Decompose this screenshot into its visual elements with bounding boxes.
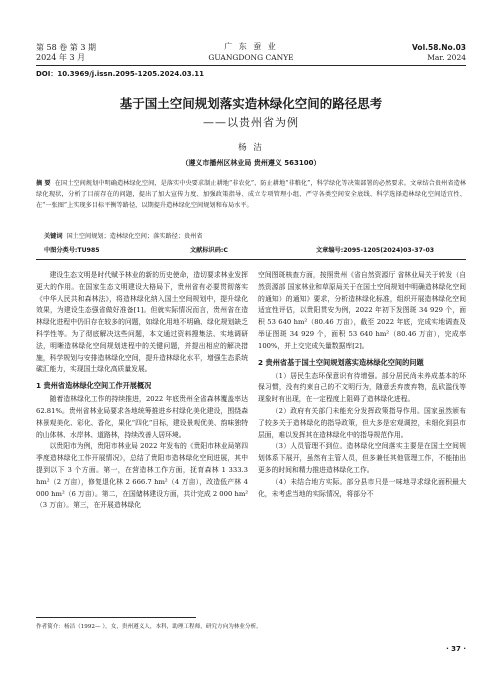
- document-code: 文献标识码:C: [190, 247, 228, 254]
- section-1-paragraph-2: 以贵阳市为例，贵阳市林业局 2022 年发布的《贵阳市林业局第四季度造林绿化工作开展情况》，总结了贵阳市造林绿化空间进展，其中提到以下 3 个方面。第一，在营造林工作方面，抚育森林 1 333.3 hm²（2 万亩），修复退化林 2 666.7 hm²（4 万亩），改造低产林 4 000 hm²（6 万亩）。第二，在国储林建设方面，共计完成 2 000 hm²（3 万亩）。第三，在开展造林绿化: [36, 442, 248, 510]
- article-number: 文章编号:2095-1205(2024)03-37-03: [316, 247, 435, 254]
- abstract-label: 摘 要: [36, 180, 51, 187]
- right-column: [258, 270, 466, 500]
- keywords-label: 关键词: [44, 233, 63, 240]
- header-rule: [36, 65, 466, 66]
- problem-4: （4）未结合地方实际。部分县市只是一味地寻求绿化面积最大化，未考虑当地的实际情况，将部分不: [258, 477, 466, 498]
- footnote-rule: [36, 617, 196, 618]
- article-subtitle: ——以贵州省为例: [203, 116, 299, 129]
- affiliation: （遵义市播州区林业局 贵州遵义 563100）: [181, 159, 321, 167]
- keywords-text: 国土空间规划；造林绿化空间；落实路径；贵州省: [66, 233, 203, 240]
- left-column: [36, 270, 248, 512]
- header-date-en: Mar. 2024: [427, 53, 466, 62]
- section-1-paragraph-1: 随着造林绿化工作的持续推进，2022 年底贵州全省森林覆盖率达 62.81%。贵州省林业局要求各地统筹推进乡村绿化美化建设，围绕森林景观美化、彩化、香化，果化“四化”目标，建设景观优美、韵味独特的山体林、水岸林、道路林，持续改善人居环境。: [36, 395, 248, 439]
- problem-1: （1）居民生态环保意识有待增强。部分居民尚未养成基本的环保习惯，没有约束自己的不文明行为，随意丢弃废弃物，乱砍滥伐等现象时有出现，在一定程度上阻碍了造林绿化进程。: [258, 371, 466, 404]
- header-journal-en: GUANGDONG CANYE: [208, 53, 294, 62]
- doi: DOI：10.3969/j.issn.2095-1205.2024.03.11: [36, 70, 205, 78]
- section-1-heading: 1 贵州省造林绿化空间工作开展概况: [36, 381, 152, 391]
- problem-2: （2）政府有关部门未能充分发挥政策指导作用。国家虽然颁布了较多关于造林绿化的指导政策，但大多是宏观调控，未细化到县市层面，难以发挥其在造林绿化中的指导规范作用。: [258, 406, 466, 439]
- problem-3: （3）人员管理不到位。造林绿化空间落实主要是在国土空间规划体系下展开，虽然有主管人员，但多兼任其他管理工作，不能抽出更多的时间和精力推进造林绿化工作。: [258, 442, 466, 474]
- article-title: 基于国土空间规划落实造林绿化空间的路径思考: [119, 96, 383, 111]
- abstract-text: 在国土空间规划中明确造林绿化空间，是落实中央要求制止耕地“非农化”、防止耕地“非粮化”，科学绿化等决策部署的必然要求。文章结合贵州省造林绿化现状，分析了目前存在的问题，提出了加大宣传力度、加强政策指导、成立专项管理小组、严守各类空间安全底线、科学选择造林绿化空间适宜性、在“一张图”上实现多目标平衡等路径，以期提升造林绿化空间规划和布局水平。: [36, 180, 466, 209]
- section-1-paragraph-continued: 空间图斑核查方面，按照贵州《省自然资源厅 省林业局关于转发（自然资源部 国家林业和草原局关于在国土空间规划中明确造林绿化空间的通知）的通知》要求，分析造林绿化标准，组织开展造林绿化空间适宜性评估，以贵阳贯安为例，2022 年初下发图斑 34 929 个，面积 53 640 hm²（80.46 万亩），截至 2022 年底，完成实地调查及举证图斑 34 929 个，面积 53 640 hm²（80.46 万亩），完成率 100%，并上交完成矢量数据库[2]。: [258, 271, 466, 350]
- intro-paragraph: 建设生态文明是时代赋予林业的新的历史使命，造切要求林业发挥更大的作用。在国家生态文明建设大格局下，贵州省有必要贯彻落实《中华人民共和森林法》，将造林绿化纳入国土空间规划中，提升绿化效果，为建设生态强省做好准备[1]。但就实际情况而言，贵州省在造林绿化进程中仍旧存在较多的问题，如绿化用地不明确、绿化规划缺乏科学性等。为了彻底解决这些问题，本文通过资料搜集法、实地调研法，明晰造林绿化空间规划进程中的关键问题，并提出相应的解决措施，科学规划与安排造林绿化空间，提升造林绿化水平，增强生态系统碳汇能力，实现国土绿化高质量发展。: [36, 271, 248, 374]
- header-date-cn: 2024 年 3 月: [36, 53, 86, 62]
- page-number: · 37 ·: [446, 645, 466, 653]
- abstract-rule: [36, 259, 466, 260]
- section-2-heading: 2 贵州省基于国土空间规划落实造林绿化空间的问题: [258, 357, 424, 367]
- header-volume: 第 58 卷 第 3 期: [36, 43, 96, 52]
- clc-number: 中图分类号:TU985: [44, 247, 100, 254]
- abstract: [36, 179, 466, 211]
- author: 杨 洁: [238, 143, 264, 153]
- header-vol-en: Vol.58.No.03: [412, 43, 466, 52]
- footnote: 作者简介：杨洁（1992— ），女，贵州遵义人，本科，助理工程师，研究方向为林业分析。: [36, 624, 262, 630]
- keywords: [44, 232, 464, 243]
- header-journal-cn: 广 东 蚕 业: [224, 42, 278, 51]
